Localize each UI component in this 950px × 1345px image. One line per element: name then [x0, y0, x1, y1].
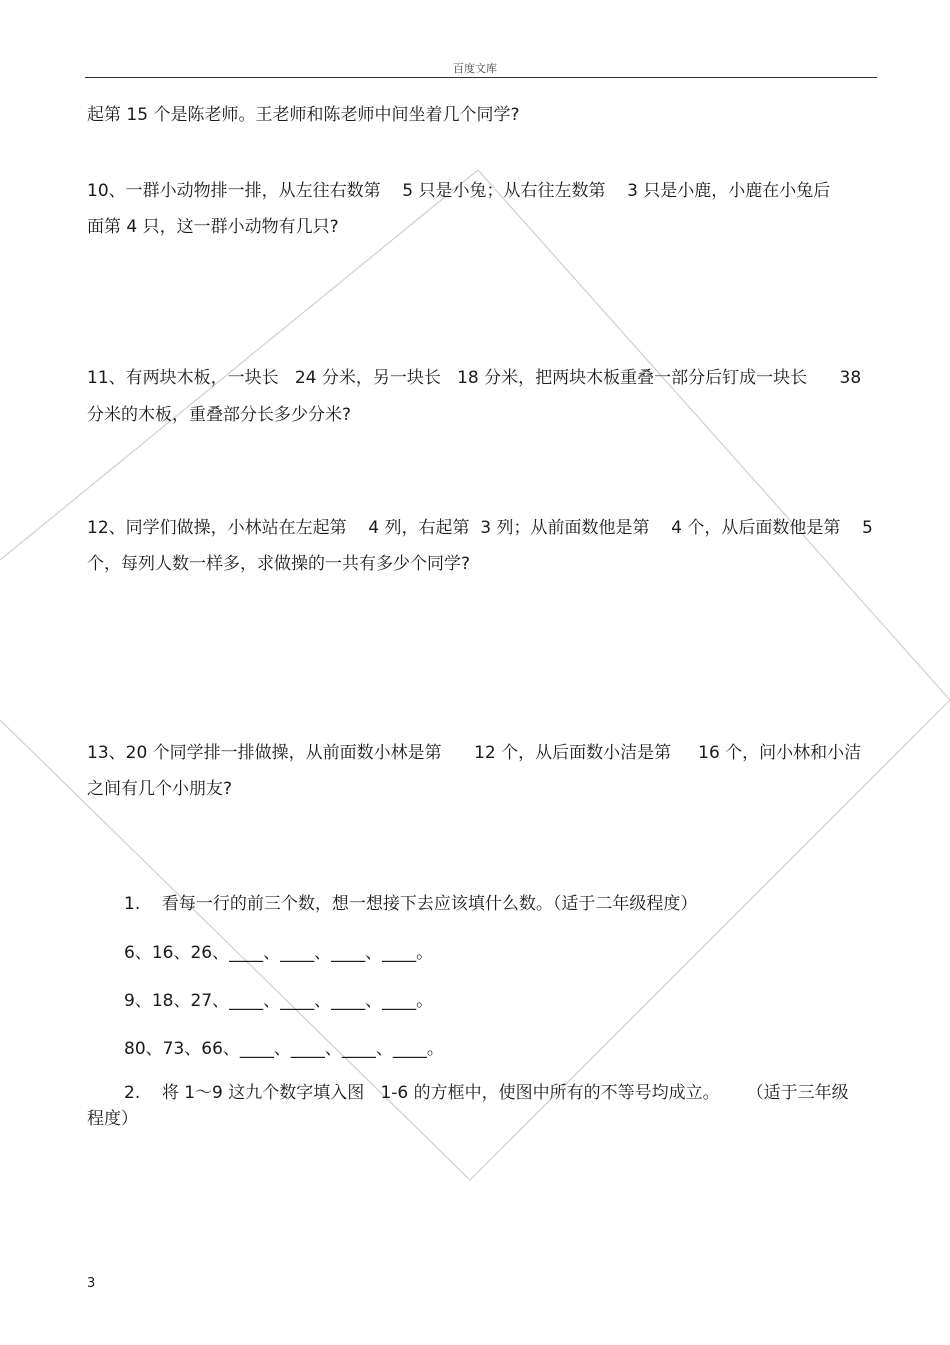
- sequence-row-1: 6、16、26、____、____、____、____。: [124, 943, 434, 963]
- question-13-line-2: 之间有几个小朋友?: [87, 779, 233, 799]
- question-12-line-1: 12、同学们做操，小林站在左起第 4 列，右起第 3 列；从前面数他是第 4 个，从后面数他是第 5: [87, 518, 873, 538]
- exercise-2-continuation: 程度）: [87, 1109, 138, 1129]
- question-11-line-2: 分米的木板，重叠部分长多少分米?: [87, 405, 352, 425]
- sequence-row-2: 9、18、27、____、____、____、____。: [124, 991, 434, 1011]
- question-10-line-1: 10、一群小动物排一排，从左往右数第 5 只是小兔；从右往左数第 3 只是小鹿，小鹿在小兔后: [87, 181, 831, 201]
- header-title: 百度文库: [453, 62, 497, 75]
- question-9-continuation: 起第 15 个是陈老师。王老师和陈老师中间坐着几个同学?: [87, 105, 520, 125]
- sequence-row-3: 80、73、66、____、____、____、____。: [124, 1039, 444, 1059]
- page-number: 3: [87, 1276, 96, 1291]
- question-11-line-1: 11、有两块木板，一块长 24 分米，另一块长 18 分米，把两块木板重叠一部分后钉成一块长 38: [87, 368, 862, 388]
- question-10-line-2: 面第 4 只，这一群小动物有几只?: [87, 217, 339, 237]
- question-12-line-2: 个，每列人数一样多，求做操的一共有多少个同学?: [87, 554, 471, 574]
- header-rule: [85, 77, 877, 78]
- exercise-1-prompt: 1. 看每一行的前三个数，想一想接下去应该填什么数。（适于二年级程度）: [124, 894, 698, 914]
- exercise-2-prompt: 2. 将 1～9 这九个数字填入图 1-6 的方框中，使图中所有的不等号均成立。 （适于三年级: [124, 1083, 849, 1103]
- question-13-line-1: 13、20 个同学排一排做操，从前面数小林是第 12 个，从后面数小洁是第 16 个，问小林和小洁: [87, 743, 862, 763]
